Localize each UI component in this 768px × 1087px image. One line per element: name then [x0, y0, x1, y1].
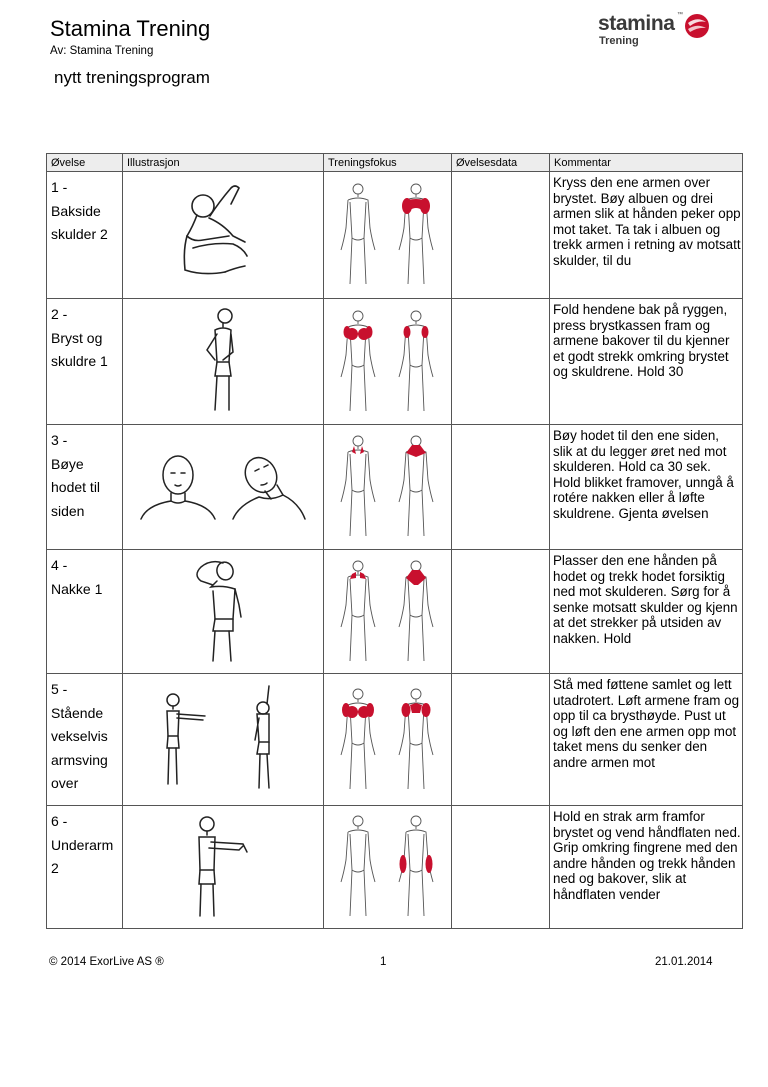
table-row: [47, 172, 743, 299]
exercise-data-cell: [452, 299, 550, 425]
exercise-name-line: Bryst og: [51, 329, 103, 346]
exercise-name-line: Bøye: [51, 455, 84, 472]
exercise-name-cell: [47, 550, 123, 674]
muscle-focus-shoulders-chest-icon: [328, 685, 448, 795]
comment-cell: Kryss den ene armen over brystet. Bøy albuen og drei armen slik at hånden peker opp mot taket. Ta tak i albuen og trekk armen i retning av motsatt skulder, til du: [550, 172, 743, 299]
illustration-cell: [123, 806, 324, 929]
table-row: [47, 674, 743, 806]
exercise-name-cell: [47, 299, 123, 425]
exercise-name-line: armsving: [51, 751, 108, 768]
muscle-focus-chest-shoulders-icon: [328, 307, 448, 417]
focus-cell: [324, 806, 452, 929]
focus-cell: [324, 674, 452, 806]
exercise-table: [46, 153, 743, 929]
table-header-row: [47, 154, 743, 172]
focus-cell: [324, 172, 452, 299]
exercise-name-line: Bakside: [51, 202, 101, 219]
muscle-focus-neck-icon: [328, 432, 448, 542]
exercise-name-line: 2 -: [51, 306, 68, 322]
col-header-focus: Treningsfokus: [324, 154, 452, 172]
exercise-name-line: siden: [51, 502, 85, 519]
exercise-name-cell: [47, 172, 123, 299]
illustration-cell: [123, 299, 324, 425]
focus-cell: [324, 550, 452, 674]
exercise-name-line: skuldre 1: [51, 353, 108, 369]
exercise-name-cell: [47, 425, 123, 550]
col-header-data: Øvelsesdata: [452, 154, 550, 172]
comment-cell: Hold en strak arm framfor brystet og vend håndflaten ned. Grip omkring fingrene med den andre hånden og trekk hånden ned og bakover, slik at håndflaten vender: [550, 806, 743, 929]
author-line: Av: Stamina Trening: [50, 45, 154, 57]
chest-stretch-illustration: [193, 306, 253, 418]
illustration-cell: [123, 550, 324, 674]
exercise-name-cell: [47, 674, 123, 806]
exercise-name-line: 6 -: [51, 813, 68, 829]
table-row: [47, 550, 743, 674]
muscle-focus-rear-shoulders-icon: [328, 180, 448, 290]
table-row: [47, 806, 743, 929]
exercise-name-line: Underarm: [51, 836, 114, 853]
exercise-name-line: 1 -: [51, 179, 68, 195]
table-row: [47, 425, 743, 550]
exercise-name-line: skulder 2: [51, 226, 108, 242]
exercise-name-line: 2: [51, 860, 59, 876]
arm-swing-illustration: [153, 684, 293, 796]
logo-wordmark: stamina: [598, 12, 675, 35]
exercise-data-cell: [452, 550, 550, 674]
illustration-cell: [123, 674, 324, 806]
exercise-name-line: 5 -: [51, 681, 68, 697]
table-row: [47, 299, 743, 425]
stamina-logo: [598, 10, 718, 50]
footer-page-number: 1: [380, 956, 387, 968]
head-tilt-illustration: [133, 447, 313, 527]
footer-date: 21.01.2014: [655, 956, 713, 968]
logo-swirl-icon: [683, 12, 711, 40]
program-name: nytt treningsprogram: [54, 68, 210, 87]
muscle-focus-forearms-icon: [328, 812, 448, 922]
logo-trademark: ™: [677, 12, 683, 18]
illustration-cell: [123, 425, 324, 550]
forearm-stretch-illustration: [183, 812, 263, 922]
exercise-name-line: 3 -: [51, 432, 68, 448]
footer-copyright: © 2014 ExorLive AS ®: [49, 956, 164, 968]
exercise-name-line: over: [51, 775, 79, 791]
exercise-name-line: 4 -: [51, 557, 68, 573]
document-title: Stamina Trening: [50, 16, 211, 41]
exercise-name-line: vekselvis: [51, 728, 108, 744]
logo-subtitle: Trening: [599, 35, 639, 47]
comment-cell: Plasser den ene hånden på hodet og trekk hodet forsiktig ned mot skulderen. Sørg for å senke motsatt skulder og kjenn at det strekker på utsiden av nakken. Hold: [550, 550, 743, 674]
illustration-cell: [123, 172, 324, 299]
focus-cell: [324, 299, 452, 425]
neck-stretch-illustration: [183, 557, 263, 667]
comment-cell: Bøy hodet til den ene siden, slik at du legger øret ned mot skulderen. Hold ca 30 sek. Hold blikket framover, unngå å rotére nakken eller å løfte skuldrene. Gjenta øvelsen: [550, 425, 743, 550]
arm-across-chest-illustration: [173, 180, 273, 290]
focus-cell: [324, 425, 452, 550]
muscle-focus-neck-traps-icon: [328, 557, 448, 667]
exercise-data-cell: [452, 806, 550, 929]
comment-cell: Stå med føttene samlet og lett utadrotert. Løft armene fram og opp til ca brysthøyde. Pust ut og løft den ene armen opp mot taket mens du senker den andre armen mot: [550, 674, 743, 806]
exercise-name-line: hodet til: [51, 479, 101, 495]
exercise-name-line: Stående: [51, 704, 104, 721]
col-header-comment: Kommentar: [550, 154, 743, 172]
exercise-data-cell: [452, 172, 550, 299]
exercise-data-cell: [452, 674, 550, 806]
comment-cell: Fold hendene bak på ryggen, press brystkassen fram og armene bakover til du kjenner et godt strekk omkring brystet og skuldrene. Hold 30: [550, 299, 743, 425]
exercise-name-cell: [47, 806, 123, 929]
exercise-name-line: Nakke 1: [51, 580, 103, 597]
exercise-data-cell: [452, 425, 550, 550]
col-header-exercise: Øvelse: [47, 154, 123, 172]
col-header-illustration: Illustrasjon: [123, 154, 324, 172]
